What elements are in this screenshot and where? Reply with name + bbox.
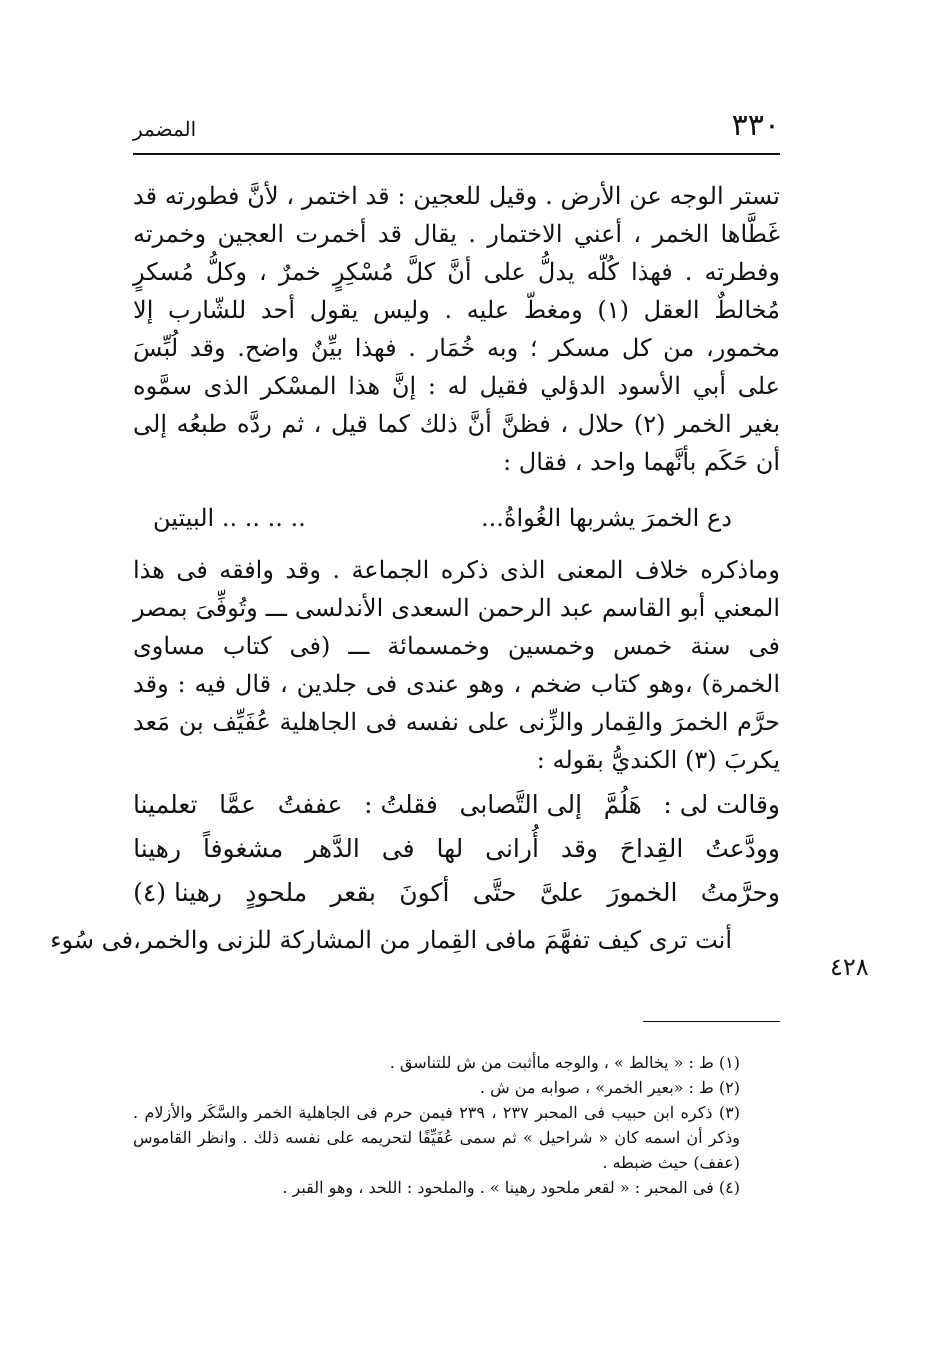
verse-quote-part2: .. .. .. .. البيتين: [153, 504, 306, 532]
footnote-1: (١) ط : « يخالط » ، والوجه ماأثبت من ش للتناسق .: [389, 1053, 740, 1072]
header-rule: [133, 153, 780, 155]
poem-word: مشغوفاً: [202, 834, 284, 863]
poem-line-2: [133, 827, 780, 871]
poem-word: وقد: [560, 834, 598, 863]
poem-word: القِداحَ: [619, 834, 684, 863]
poem-word: حتَّى: [472, 878, 517, 907]
footnote-3: (٣) ذكره ابن حبيب فى المحبر ٢٣٧ ، ٢٣٩ فيمن حرم فى الجاهلية الخمر والسَّكَر والأزلام . وذكر أن اسمه كان « شراحيل » ثم سمى عُفَيِّفًا لتحريمه على نفسه ذلك . وانظر القاموس (عفف) حيث ضبطه .: [133, 1103, 740, 1172]
verse-quote: [133, 485, 780, 541]
poem-word: لها: [436, 834, 464, 863]
poem-line-3: [133, 871, 780, 915]
poem-word: أكونَ: [399, 878, 450, 907]
poem-word: هَلُمَّ: [603, 790, 642, 819]
poem-word: عمَّا: [219, 790, 257, 819]
footnote-4: (٤) فى المحبر : « لقعر ملحود رهينا » . والملحود : اللحد ، وهو القبر .: [282, 1178, 740, 1197]
poem-word: رهينا: [133, 834, 182, 863]
page-header: [133, 108, 780, 148]
poem-word: فقلتُ :: [364, 790, 438, 819]
poem-word: الخمورَ: [607, 878, 678, 907]
poem-word: ملحودٍ: [245, 878, 308, 907]
footnote-2: (٢) ط : «بعير الخمر» ، صوابه من ش .: [479, 1078, 740, 1097]
paragraph-2-text: وماذكره خلاف المعنى الذى ذكره الجماعة . وقد وافقه فى هذا المعني أبو القاسم عبد الرحمن السعدى الأندلسى ـــ وتُوفِّىَ بمصر فى سنة خمس وخمسين وخمسمائة ـــ (فى كتاب مساوى الخمرة) ،وهو كتاب ضخم ، وهو عندى فى جلدين ، قال فيه : وقد حرَّم الخمرَ والقِمار والزِّنى على نفسه فى الجاهلية عُفَيِّف بن مَعد يكربَ (٣) الكنديُّ بقوله :: [133, 556, 780, 774]
poem-word: تعلمينا: [133, 790, 198, 819]
footnote-rule: [643, 1021, 780, 1022]
poem-word: الدَّهر: [305, 834, 360, 863]
running-title: المضمر: [133, 117, 197, 141]
footnotes: [133, 1050, 780, 1200]
poem-word: أُرانى: [485, 834, 539, 863]
poem-word: وقالت لى :: [663, 790, 780, 819]
paragraph-2: [133, 551, 780, 779]
poem-word: فى: [381, 834, 415, 863]
poem-word: وودَّعتُ: [705, 834, 780, 863]
poem-word: إلى التَّصابى: [459, 790, 583, 819]
poem-word: وحرَّمتُ: [700, 878, 780, 907]
margin-reference-number: ٤٢٨: [830, 953, 869, 981]
poem-word: عففتُ: [277, 790, 343, 819]
poem-word: رهينا (٤): [133, 878, 222, 907]
verse-quote-part1: دع الخمرَ يشربها الغُواةُ...: [481, 504, 732, 532]
paragraph-1-text: تستر الوجه عن الأرض . وقيل للعجين : قد اختمر ، لأنَّ فطورته قد غَطَّاها الخمر ، أعني الاختمار . يقال قد أخمرت العجين وخمرته وفطرته . فهذا كُلّه يدلُّ على أنَّ كلَّ مُسْكِرٍ خمرٌ ، وكلُّ مُسكرٍ مُخالطٌ العقل (١) ومغطّ عليه . وليس يقول أحد للشّارب إلا مخمور، من كل مسكر ؛ وبه خُمَار . فهذا بيِّنٌ واضح. وقد لُبِّسَ على أبي الأسود الدؤلي فقيل له : إنَّ هذا المسْكر الذى سمَّوه بغير الخمر (٢) حلال ، فظنَّ أنَّ ذلك كما قيل ، ثم ردَّه طبعُه إلى أن حَكَم بأنَّهما واحد ، فقال :: [133, 182, 780, 476]
poem: [133, 783, 780, 915]
poem-word: علىَّ: [539, 878, 584, 907]
continuation-line: أنت ترى كيف تفهَّمَ مافى القِمار من المشاركة للزنى والخمر،فى سُوء: [50, 926, 732, 954]
poem-line-1: [133, 783, 780, 827]
poem-word: بقعر: [330, 878, 376, 907]
main-text: [50, 177, 780, 959]
page-number: ٣٣٠: [731, 108, 780, 143]
paragraph-1: [133, 177, 780, 481]
